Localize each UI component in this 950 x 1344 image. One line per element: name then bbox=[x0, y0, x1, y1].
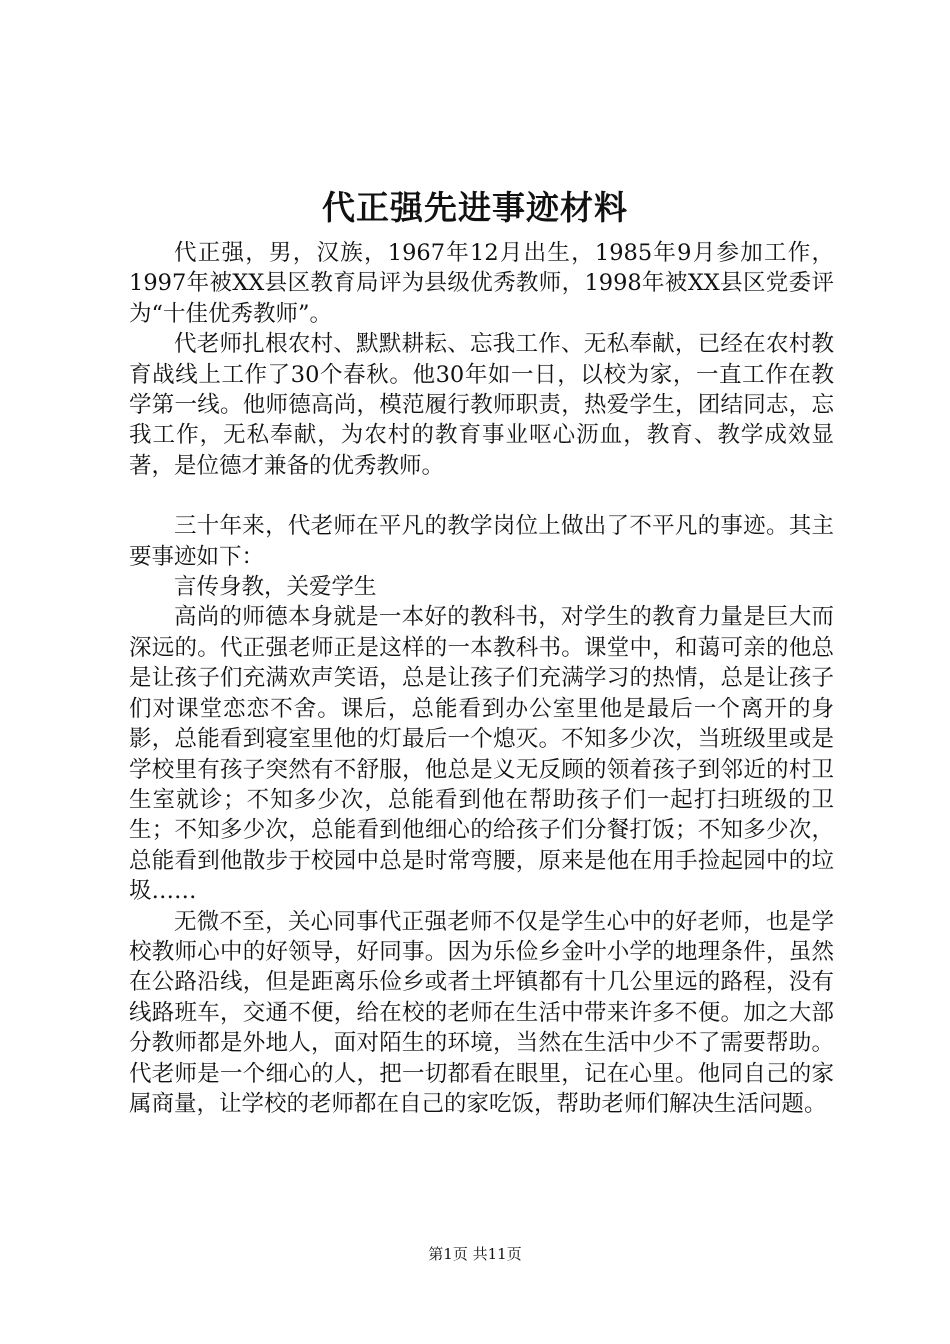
paragraph-overview: 三十年来，代老师在平凡的教学岗位上做出了不平凡的事迹。其主要事迹如下： bbox=[129, 513, 834, 570]
paragraph-colleagues: 无微不至，关心同事代正强老师不仅是学生心中的好老师，也是学校教师心中的好领导，好同事。因为乐俭乡金叶小学的地理条件，虽然在公路沿线，但是距离乐俭乡或者土坪镇都有十几公里远的路程，没有线路班车，交通不便，给在校的老师在生活中带来许多不便。加之大部分教师都是外地人，面对陌生的环境，当然在生活中少不了需要帮助。代老师是一个细心的人，把一切都看在眼里，记在心里。他同自己的家属商量，让学校的老师都在自己的家吃饭，帮助老师们解决生活问题。 bbox=[129, 908, 834, 1117]
document-title: 代正强先进事迹材料 bbox=[322, 188, 628, 227]
section-heading: 言传身教，关爱学生 bbox=[174, 574, 377, 601]
document-body bbox=[129, 238, 834, 1119]
paragraph-summary: 代老师扎根农村、默默耕耘、忘我工作、无私奉献，已经在农村教育战线上工作了30个春秋。他30年如一日，以校为家，一直工作在教学第一线。他师德高尚，模范履行教师职责，热爱学生，团结同志，忘我工作，无私奉献，为农村的教育事业呕心沥血，教育、教学成效显著，是位德才兼备的优秀教师。 bbox=[129, 331, 834, 479]
page-footer: 第1页 共11页 bbox=[428, 1245, 522, 1263]
paragraph-intro: 代正强，男，汉族，1967年12月出生，1985年9月参加工作，1997年被XX县区教育局评为县级优秀教师，1998年被XX县区党委评为“十佳优秀教师”。 bbox=[129, 240, 834, 327]
paragraph-students: 高尚的师德本身就是一本好的教科书，对学生的教育力量是巨大而深远的。代正强老师正是这样的一本教科书。课堂中，和蔼可亲的他总是让孩子们充满欢声笑语，总是让孩子们充满学习的热情，总是让孩子们对课堂恋恋不舍。课后，总能看到办公室里他是最后一个离开的身影，总能看到寝室里他的灯最后一个熄灭。不知多少次，当班级里或是学校里有孩子突然有不舒服，他总是义无反顾的领着孩子到邻近的村卫生室就诊；不知多少次，总能看到他在帮助孩子们一起打扫班级的卫生；不知多少次，总能看到他细心的给孩子们分餐打饭；不知多少次，总能看到他散步于校园中总是时常弯腰，原来是他在用手捡起园中的垃圾…… bbox=[129, 604, 834, 905]
